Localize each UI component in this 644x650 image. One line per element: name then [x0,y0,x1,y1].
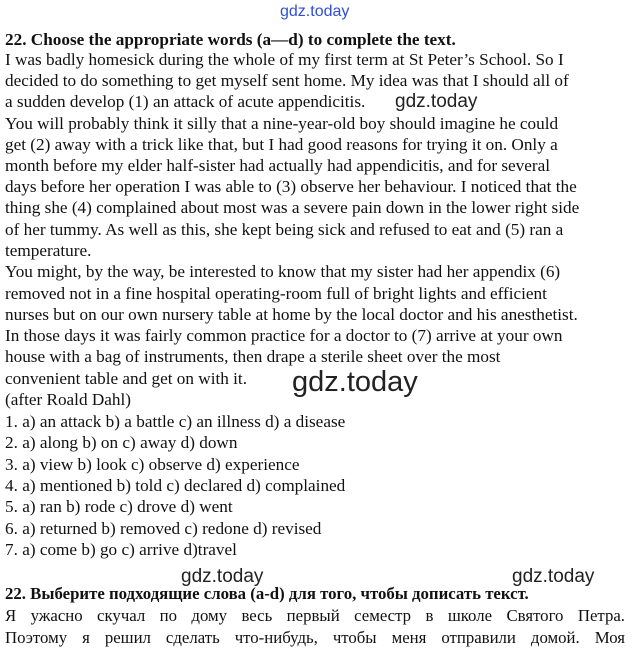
text-line: In those days it was fairly common practice for a doctor to (7) arrive at your own [5,326,563,345]
text-line: days before her operation I was able to (3) observe her behaviour. I noticed that the [5,177,577,196]
text-line: decided to do something to get myself sent home. My idea was that I should all of [5,71,569,90]
text-line: thing she (4) complained about most was a severe pain down in the lower right side [5,198,580,217]
watermark-bottom-right: gdz.today [512,566,595,587]
text-line: convenient table and get on with it. [5,369,247,388]
text-line: You will probably think it silly that a nine-year-old boy should imagine he could [5,114,559,133]
option-item: 6. a) returned b) removed c) redone d) revised [5,519,322,538]
option-item: 5. a) ran b) rode c) drove d) went [5,497,233,516]
text-line: house with a bag of instruments, then drape a sterile sheet over the most [5,347,501,366]
option-item: 2. a) along b) on c) away d) down [5,433,238,452]
option-item: 7. a) come b) go c) arrive d)travel [5,540,237,559]
text-line: removed not in a fine hospital operating-room full of bright lights and efficient [5,284,547,303]
source-attribution: (after Roald Dahl) [5,390,131,409]
exercise-title: 22. Choose the appropriate words (a—d) to complete the text. [5,30,456,49]
translation-line: Поэтому я решил сделать что-нибудь, чтобы меня отправили домой. Моя [5,628,625,647]
watermark-inline: gdz.today [395,91,478,112]
option-item: 1. a) an attack b) a battle c) an illness d) a disease [5,412,346,431]
translation-line: Я ужасно скучал по дому весь первый семестр в школе Святого Петра. [5,606,625,625]
text-line: get (2) away with a trick like that, but I had good reasons for trying it on. Only a [5,135,558,154]
text-line: temperature. [5,241,92,260]
text-line: a sudden develop (1) an attack of acute appendicitis. [5,92,366,111]
text-line: of her tummy. As well as this, she kept being sick and refused to eat and (5) ran a [5,220,564,239]
text-line: month before my elder half-sister had actually had appendicitis, and for several [5,156,551,175]
option-item: 3. a) view b) look c) observe d) experience [5,455,300,474]
watermark-large: gdz.today [292,366,418,398]
translation-title: 22. Выберите подходящие слова (a-d) для того, чтобы дописать текст. [5,584,529,603]
text-line: I was badly homesick during the whole of my first term at St Peter’s School. So I [5,50,564,69]
watermark-bottom-left: gdz.today [181,566,264,587]
watermark-top: gdz.today [280,3,350,20]
text-line: You might, by the way, be interested to know that my sister had her appendix (6) [5,262,561,281]
option-item: 4. a) mentioned b) told c) declared d) complained [5,476,346,495]
text-line: nurses but on our own nursery table at home by the local doctor and his anesthetist. [5,305,578,324]
